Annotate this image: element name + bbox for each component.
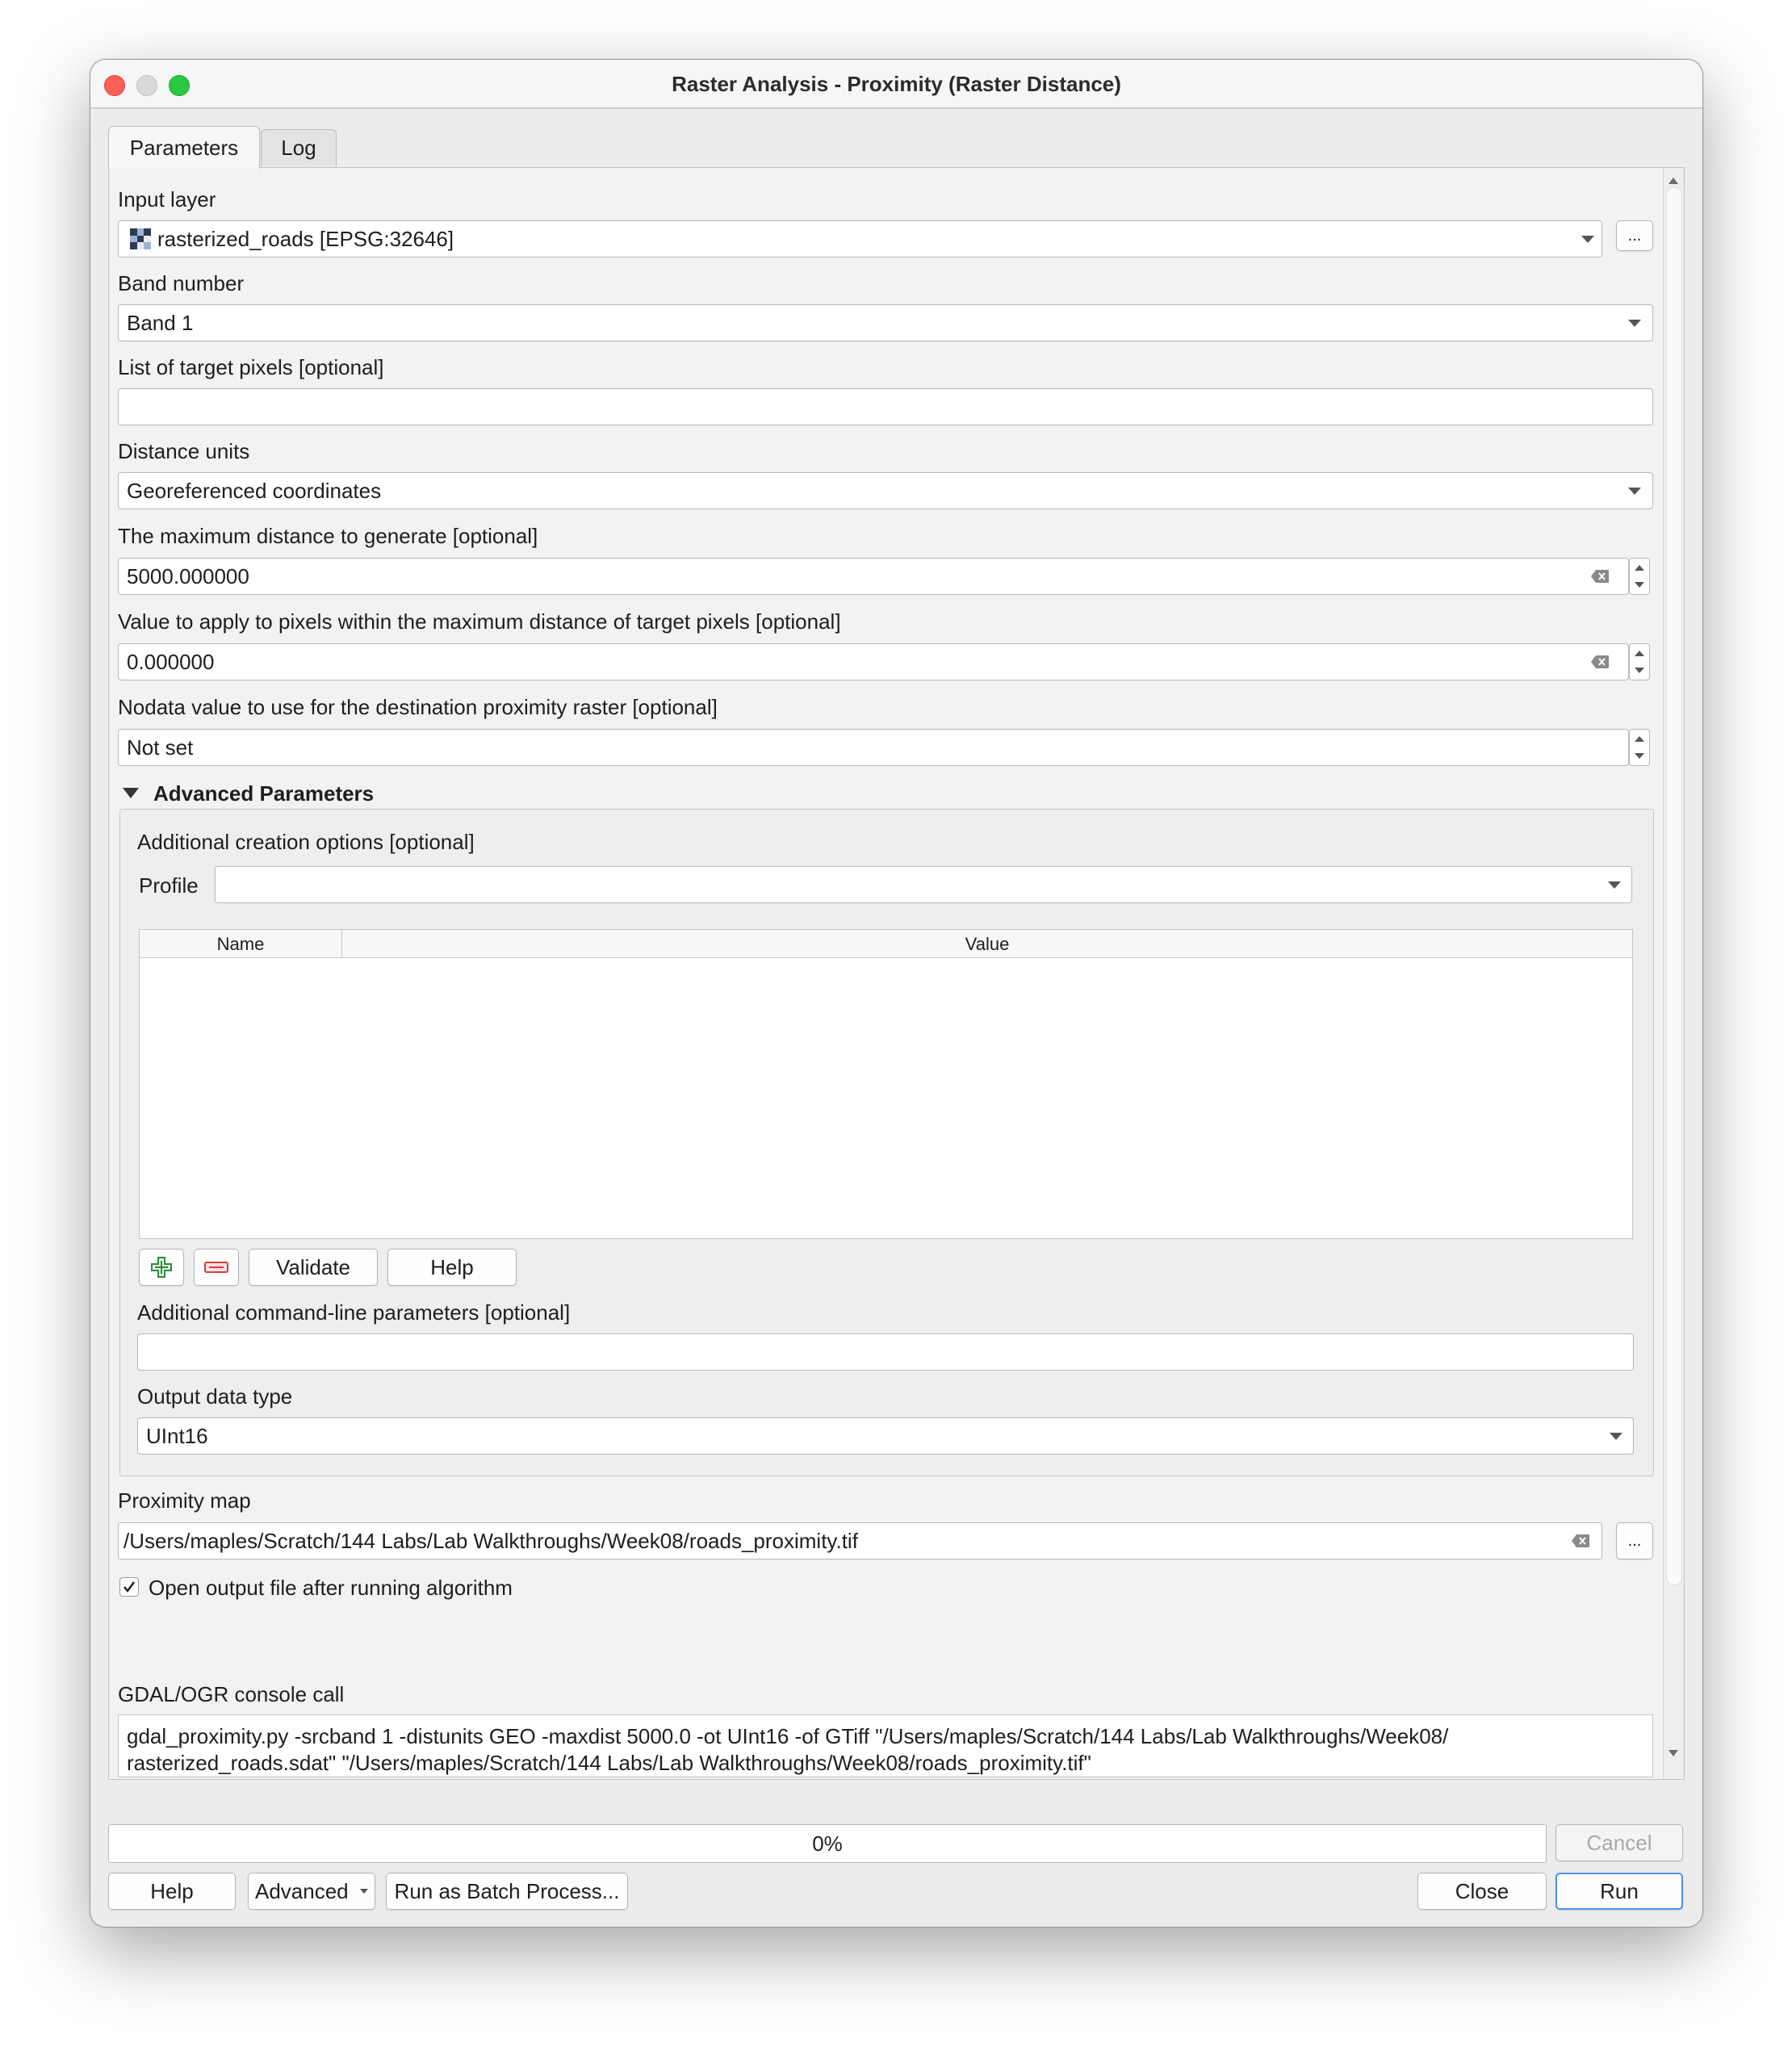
progress-bar — [108, 1824, 1547, 1863]
tab-log[interactable] — [261, 129, 337, 166]
chevron-down-icon — [1608, 881, 1621, 889]
window-title: Raster Analysis - Proximity (Raster Distance) — [672, 72, 1121, 96]
max-distance-label: The maximum distance to generate [optional] — [118, 524, 538, 548]
replace-value-input[interactable] — [118, 643, 1629, 680]
validate-button[interactable] — [249, 1249, 378, 1286]
column-header-value[interactable]: Value — [965, 934, 1010, 954]
help-button[interactable] — [108, 1873, 236, 1910]
max-distance-input[interactable] — [118, 558, 1629, 595]
tab-log-label: Log — [281, 136, 316, 160]
dialog-window — [90, 59, 1703, 1928]
title-bar[interactable] — [90, 60, 1702, 109]
browse-label: ... — [1627, 226, 1642, 245]
replace-value-label: Value to apply to pixels within the maximum distance of target pixels [optional] — [118, 609, 841, 634]
open-output-label[interactable]: Open output file after running algorithm — [149, 1576, 513, 1600]
band-number-value: Band 1 — [127, 310, 194, 335]
chevron-down-icon — [1581, 236, 1594, 243]
advanced-help-label: Help — [430, 1254, 474, 1279]
distance-units-value: Georeferenced coordinates — [127, 478, 382, 503]
output-type-value: UInt16 — [146, 1423, 208, 1448]
replace-value-spinner[interactable] — [1629, 643, 1650, 680]
chevron-down-icon — [1628, 320, 1641, 327]
open-output-checkbox[interactable] — [119, 1577, 139, 1597]
tab-parameters[interactable] — [108, 126, 260, 169]
raster-layer-icon — [130, 228, 151, 249]
creation-options-label: Additional creation options [optional] — [137, 830, 475, 854]
console-line-1: gdal_proximity.py -srcband 1 -distunits GEO -maxdist 5000.0 -ot UInt16 -of GTiff "/Users/maples/Scratch/144 Labs/Lab Walkthroughs/Week08/ — [127, 1724, 1449, 1748]
proximity-map-label: Proximity map — [118, 1488, 251, 1513]
console-label: GDAL/OGR console call — [118, 1682, 345, 1706]
profile-label: Profile — [139, 873, 199, 898]
input-layer-label: Input layer — [118, 187, 216, 211]
scroll-up-icon[interactable] — [1668, 178, 1678, 184]
clear-icon[interactable] — [1590, 569, 1610, 584]
scroll-down-icon[interactable] — [1668, 1750, 1678, 1756]
input-layer-select[interactable] — [118, 220, 1602, 257]
validate-label: Validate — [275, 1254, 351, 1279]
tab-parameters-label: Parameters — [129, 135, 239, 160]
table-header — [140, 930, 1632, 958]
dropdown-arrow-icon — [360, 1889, 368, 1894]
creation-options-table[interactable] — [139, 929, 1633, 1239]
target-pixels-input[interactable] — [118, 388, 1653, 425]
advanced-label: Advanced — [255, 1878, 349, 1903]
nodata-value: Not set — [127, 735, 194, 760]
max-distance-value: 5000.000000 — [127, 563, 249, 588]
vertical-scrollbar[interactable] — [1663, 168, 1684, 1779]
distance-units-label: Distance units — [118, 439, 250, 463]
proximity-map-browse-button[interactable] — [1616, 1522, 1653, 1559]
max-distance-spinner[interactable] — [1629, 558, 1650, 595]
browse-label: ... — [1627, 1531, 1642, 1550]
add-option-button[interactable] — [139, 1249, 184, 1286]
nodata-label: Nodata value to use for the destination proximity raster [optional] — [118, 695, 718, 719]
advanced-menu-button[interactable] — [248, 1873, 375, 1910]
proximity-map-value: /Users/maples/Scratch/144 Labs/Lab Walkthroughs/Week08/roads_proximity.tif — [124, 1528, 858, 1553]
remove-option-button[interactable] — [194, 1249, 239, 1286]
clear-icon[interactable] — [1590, 655, 1610, 669]
cancel-label: Cancel — [1586, 1830, 1652, 1855]
profile-select[interactable] — [215, 866, 1632, 903]
run-button[interactable] — [1555, 1873, 1683, 1910]
proximity-map-input[interactable] — [118, 1522, 1602, 1559]
nodata-spinner[interactable] — [1629, 729, 1650, 766]
replace-value-value: 0.000000 — [127, 649, 215, 674]
distance-units-select[interactable] — [118, 472, 1653, 509]
close-label: Close — [1455, 1878, 1509, 1903]
minus-icon — [204, 1262, 228, 1273]
run-batch-label: Run as Batch Process... — [394, 1878, 620, 1903]
console-line-2: rasterized_roads.sdat" "/Users/maples/Scratch/144 Labs/Lab Walkthroughs/Week08/roads_proximity.tif" — [127, 1751, 1091, 1775]
plus-icon — [150, 1256, 173, 1279]
run-label: Run — [1600, 1878, 1639, 1903]
column-header-name[interactable]: Name — [216, 934, 265, 954]
output-type-select[interactable] — [137, 1417, 1634, 1455]
cancel-button[interactable] — [1555, 1824, 1683, 1861]
advanced-parameters-header[interactable]: Advanced Parameters — [153, 781, 375, 806]
input-layer-browse-button[interactable] — [1616, 220, 1653, 251]
close-button[interactable] — [1417, 1873, 1547, 1910]
help-label: Help — [150, 1878, 194, 1903]
chevron-down-icon — [1628, 488, 1641, 495]
clear-icon[interactable] — [1571, 1534, 1590, 1548]
advanced-help-button[interactable] — [387, 1249, 517, 1286]
output-type-label: Output data type — [137, 1384, 293, 1409]
cmdline-input[interactable] — [137, 1333, 1634, 1371]
scrollbar-thumb[interactable] — [1666, 187, 1682, 1585]
input-layer-value: rasterized_roads [EPSG:32646] — [157, 226, 454, 251]
chevron-down-icon — [1610, 1433, 1622, 1440]
band-number-select[interactable] — [118, 304, 1653, 341]
collapse-triangle-icon[interactable] — [123, 788, 139, 798]
nodata-input[interactable] — [118, 729, 1629, 766]
target-pixels-label: List of target pixels [optional] — [118, 355, 384, 379]
run-batch-button[interactable] — [386, 1873, 628, 1910]
progress-text: 0% — [812, 1831, 843, 1856]
console-call-text[interactable] — [118, 1714, 1653, 1777]
cmdline-label: Additional command-line parameters [optional] — [137, 1300, 571, 1325]
checkmark-icon — [120, 1578, 138, 1596]
band-number-label: Band number — [118, 271, 245, 295]
